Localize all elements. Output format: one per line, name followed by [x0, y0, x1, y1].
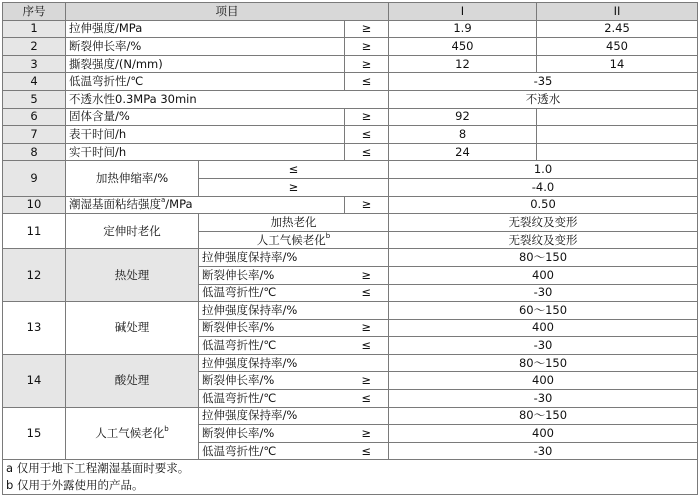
sub-label-text: 人工气候老化 [256, 232, 326, 247]
sub-label: 拉伸强度保持率/% [199, 249, 345, 267]
row-item [66, 196, 345, 214]
row-item: 拉伸强度/MPa [66, 20, 345, 38]
table-row [3, 90, 698, 108]
sub-label: 低温弯折性/℃ [199, 284, 345, 302]
table-row [3, 38, 698, 56]
row-value: 无裂纹及变形 [389, 214, 698, 232]
row-op: ≥ [345, 55, 389, 73]
table-row [3, 161, 698, 179]
row-value-1: 450 [389, 38, 537, 56]
row-no: 15 [3, 407, 66, 460]
row-no: 4 [3, 73, 66, 91]
sub-label: 低温弯折性/℃ [199, 337, 345, 355]
footnote-row [3, 460, 698, 477]
sub-op: ≥ [345, 425, 389, 443]
row-item [66, 249, 199, 302]
header-grade-1: I [389, 3, 537, 21]
row-no: 2 [3, 38, 66, 56]
row-value: 0.50 [389, 196, 698, 214]
row-no: 1 [3, 20, 66, 38]
row-value-1: 1.9 [389, 20, 537, 38]
row-item: 表干时间/h [66, 126, 345, 144]
table-row [3, 354, 698, 372]
footnote-mark: b [164, 425, 169, 434]
sub-label: 低温弯折性/℃ [199, 442, 345, 460]
sub-label: 拉伸强度保持率/% [199, 354, 345, 372]
row-op: ≤ [345, 73, 389, 91]
row-value: -35 [389, 73, 698, 91]
sub-op [345, 249, 389, 267]
row-item [66, 354, 199, 407]
footnote-row [3, 477, 698, 494]
row-no: 6 [3, 108, 66, 126]
row-value: 400 [389, 425, 698, 443]
row-value-1: 92 [389, 108, 537, 126]
row-op: ≤ [345, 126, 389, 144]
table-row [3, 302, 698, 320]
header-row [3, 3, 698, 21]
row-item [66, 302, 199, 355]
row-op: ≥ [345, 38, 389, 56]
sub-label: 拉伸强度保持率/% [199, 407, 345, 425]
row-no: 10 [3, 196, 66, 214]
row-op: ≤ [345, 143, 389, 161]
row-no: 12 [3, 249, 66, 302]
row-item [66, 407, 199, 460]
sub-op: ≥ [345, 266, 389, 284]
row-no: 5 [3, 90, 66, 108]
sub-label: 低温弯折性/℃ [199, 390, 345, 408]
row-value: 400 [389, 372, 698, 390]
table-row [3, 73, 698, 91]
sub-op [345, 302, 389, 320]
row-op: ≤ [199, 161, 389, 179]
sub-op: ≤ [345, 442, 389, 460]
row-value-1: 24 [389, 143, 537, 161]
row-no: 9 [3, 161, 66, 196]
row-value: 60～150 [389, 302, 698, 320]
table-row [3, 55, 698, 73]
row-value-1: 8 [389, 126, 537, 144]
sub-op: ≤ [345, 390, 389, 408]
row-value: 不透水 [389, 90, 698, 108]
row-value-1: 12 [389, 55, 537, 73]
table-row [3, 214, 698, 232]
row-no: 14 [3, 354, 66, 407]
header-no: 序号 [3, 3, 66, 21]
row-item: 低温弯折性/℃ [66, 73, 345, 91]
row-item-text: 碱处理 [114, 320, 150, 335]
row-value-2-empty [537, 126, 698, 144]
row-item-text: 热处理 [114, 267, 150, 282]
row-value: 80～150 [389, 249, 698, 267]
sub-op [345, 354, 389, 372]
row-item-text: 人工气候老化 [95, 426, 165, 441]
row-op: ≥ [345, 196, 389, 214]
row-value-2-empty [537, 108, 698, 126]
sub-label: 加热老化 [199, 214, 389, 232]
sub-label [199, 231, 389, 249]
table-row [3, 108, 698, 126]
row-value: 80～150 [389, 407, 698, 425]
row-op: ≥ [345, 108, 389, 126]
row-value: 80～150 [389, 354, 698, 372]
row-no: 3 [3, 55, 66, 73]
row-value: -30 [389, 284, 698, 302]
row-op: ≥ [345, 20, 389, 38]
table-row [3, 407, 698, 425]
row-value: 400 [389, 319, 698, 337]
row-no: 11 [3, 214, 66, 249]
sub-label: 拉伸强度保持率/% [199, 302, 345, 320]
row-value: -4.0 [389, 178, 698, 196]
sub-label: 断裂伸长率/% [199, 372, 345, 390]
row-value-2: 14 [537, 55, 698, 73]
row-op: ≥ [199, 178, 389, 196]
row-no: 7 [3, 126, 66, 144]
row-item-unit: /MPa [165, 197, 193, 212]
row-item-text: 酸处理 [114, 373, 150, 388]
row-value: 无裂纹及变形 [389, 231, 698, 249]
sub-op: ≥ [345, 372, 389, 390]
header-item: 项目 [66, 3, 389, 21]
table-row [3, 249, 698, 267]
row-item: 不透水性0.3MPa 30min [66, 90, 389, 108]
row-item: 定伸时老化 [66, 214, 199, 249]
footnote-mark: a [161, 196, 166, 205]
table-row [3, 126, 698, 144]
sub-label: 断裂伸长率/% [199, 319, 345, 337]
row-value: -30 [389, 337, 698, 355]
table-row [3, 143, 698, 161]
row-item: 断裂伸长率/% [66, 38, 345, 56]
footnote-b: b 仅用于外露使用的产品。 [3, 477, 698, 494]
row-value-2-empty [537, 143, 698, 161]
sub-op: ≤ [345, 337, 389, 355]
sub-op: ≥ [345, 319, 389, 337]
sub-label: 断裂伸长率/% [199, 266, 345, 284]
row-item: 实干时间/h [66, 143, 345, 161]
sub-op: ≤ [345, 284, 389, 302]
row-value: 1.0 [389, 161, 698, 179]
footnote-a: a 仅用于地下工程潮湿基面时要求。 [3, 460, 698, 477]
row-item: 加热伸缩率/% [66, 161, 199, 196]
row-item-text: 潮湿基面粘结强度 [69, 197, 161, 212]
sub-op [345, 407, 389, 425]
row-no: 8 [3, 143, 66, 161]
row-item: 撕裂强度/(N/mm) [66, 55, 345, 73]
row-value-2: 450 [537, 38, 698, 56]
spec-table [2, 2, 698, 495]
header-grade-2: II [537, 3, 698, 21]
row-value-2: 2.45 [537, 20, 698, 38]
sub-label: 断裂伸长率/% [199, 425, 345, 443]
row-value: -30 [389, 442, 698, 460]
row-value: 400 [389, 266, 698, 284]
row-value: -30 [389, 390, 698, 408]
table-row [3, 196, 698, 214]
table-row [3, 20, 698, 38]
footnote-mark: b [325, 231, 331, 240]
row-no: 13 [3, 302, 66, 355]
row-item: 固体含量/% [66, 108, 345, 126]
